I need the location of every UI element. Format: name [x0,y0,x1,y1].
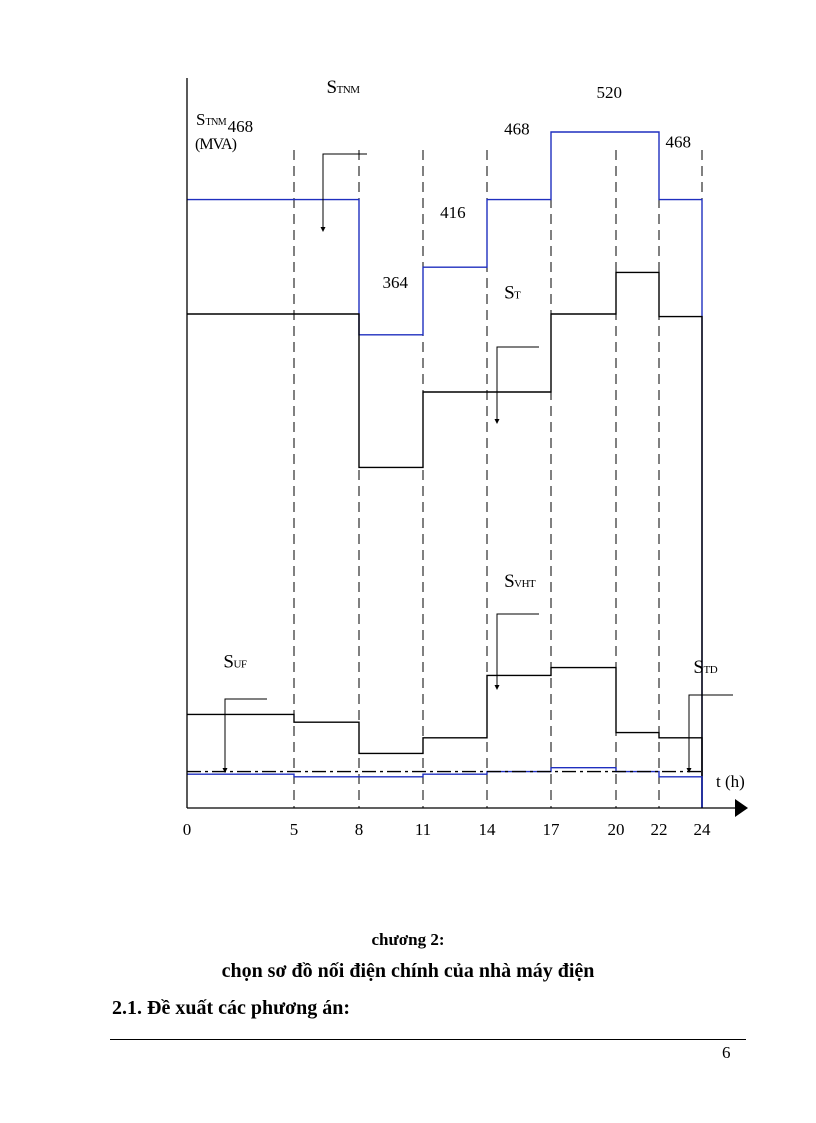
x-tick-label-14: 14 [478,820,496,839]
series-uf-line [187,768,702,808]
chapter-number: chương 2: [371,930,445,949]
series-label-td: STD [693,656,718,678]
leader-arrow-2 [495,685,500,690]
x-tick-labels [183,820,711,839]
series-label-t: ST [504,282,521,304]
leader-line-3 [225,699,267,769]
value-label-1: 364 [382,273,408,292]
value-label-3: 468 [504,119,530,139]
chapter-title: chọn sơ đồ nối điện chính của nhà máy điện [221,960,595,982]
leader-arrow-0 [321,227,326,232]
leader-line-1 [497,347,539,420]
x-tick-label-17: 17 [542,820,560,839]
leader-line-4 [689,695,733,769]
page-number: 6 [722,1043,731,1062]
x-tick-label-24: 24 [693,820,711,839]
x-tick-label-11: 11 [414,820,432,839]
series-t-line [187,272,702,808]
axes [187,78,748,817]
value-label-0: 468 [227,117,254,136]
value-label-4: 520 [596,83,622,103]
value-labels [228,83,691,292]
x-tick-label-0: 0 [182,820,192,839]
y-axis-unit: (MVA) [195,136,236,153]
x-tick-label-8: 8 [354,820,364,839]
leader-arrow-1 [495,419,500,424]
series-vht-line [187,668,702,808]
x-tick-label-22: 22 [650,820,668,839]
footer-divider [110,1039,746,1040]
value-label-2: 416 [440,202,466,222]
chart-labels [195,110,745,791]
series-label-uf: SUF [223,651,247,673]
series-label-tnm: STNM [326,77,360,98]
value-label-5: 468 [665,132,691,152]
leader-line-0 [323,154,367,228]
section-heading: 2.1. Đề xuất các phương án: [112,997,351,1019]
y-axis-label: STNM [196,110,227,129]
x-axis-arrow [735,799,748,817]
x-axis-label: t (h) [716,772,745,791]
series-name-labels [223,77,734,773]
series-lines [187,132,702,808]
vertical-gridlines [294,150,702,808]
series-tnm-line [187,132,702,808]
series-label-vht: SVHT [504,571,536,592]
x-tick-label-5: 5 [289,820,299,839]
x-tick-label-20: 20 [607,820,625,839]
